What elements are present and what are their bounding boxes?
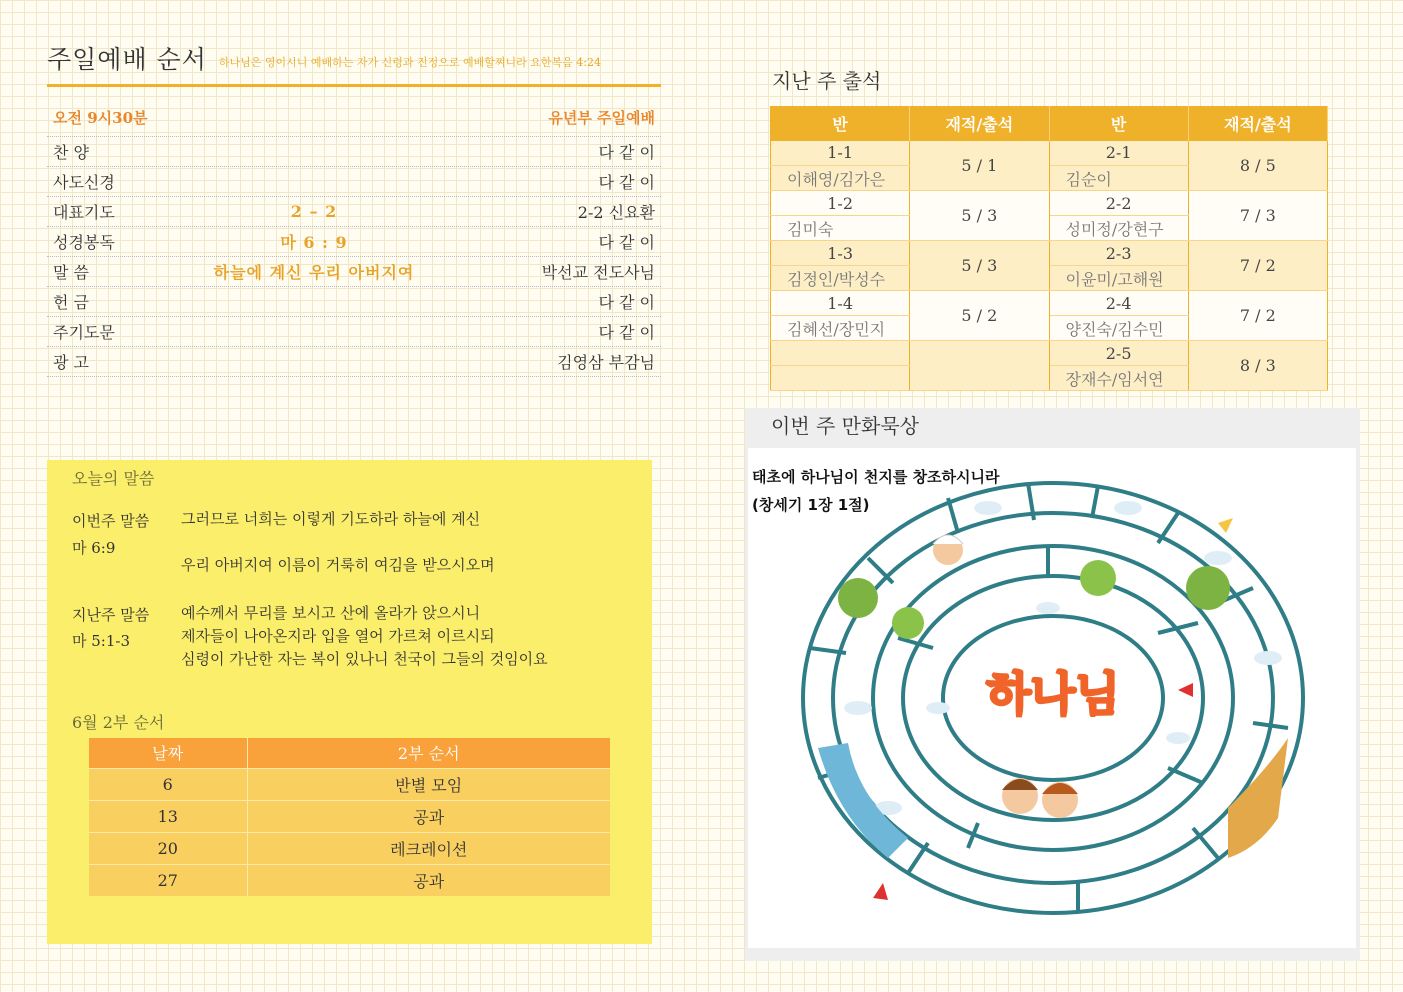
- schedule-item: 공과: [247, 864, 610, 896]
- order-item-detail: 하늘에 계신 우리 아버지여: [213, 263, 415, 282]
- teacher-names: 양진숙/김수민: [1049, 316, 1188, 341]
- order-header: [47, 40, 661, 87]
- teacher-names: 김혜선/장민지: [771, 316, 910, 341]
- order-item-leader: 다 같 이: [598, 293, 655, 312]
- order-row: [47, 317, 661, 347]
- arrow-left-icon: [1178, 683, 1193, 697]
- attendance-count: 8 / 3: [1188, 341, 1327, 391]
- order-of-service: [47, 40, 661, 377]
- service-group: 유년부 주일예배: [548, 109, 655, 127]
- order-item-leader: 박선교 전도사님: [541, 263, 655, 282]
- this-week-ref: 마 6:9: [72, 539, 116, 557]
- order-item-detail: 2 – 2: [290, 202, 338, 221]
- order-row: [47, 257, 661, 287]
- attendance-title: 지난 주 출석: [772, 69, 882, 93]
- schedule-row: [89, 768, 610, 800]
- class-name: 1-3: [771, 241, 910, 266]
- class-name: 1-2: [771, 191, 910, 216]
- attendance-count: 8 / 5: [1188, 141, 1327, 191]
- attendance-count: [910, 341, 1049, 391]
- attendance-count: 5 / 2: [910, 291, 1049, 341]
- order-item-label: 광 고: [53, 353, 89, 372]
- attendance-row: [771, 241, 1328, 266]
- cartoon-caption-2: (창세기 1장 1절): [752, 496, 870, 514]
- attendance-count: 5 / 3: [910, 241, 1049, 291]
- order-row: [47, 137, 661, 167]
- schedule-table: [89, 738, 610, 896]
- schedule-date: 20: [89, 832, 247, 864]
- order-row: [47, 167, 661, 197]
- service-time: 오전 9시30분: [53, 109, 148, 127]
- class-name: 2-5: [1049, 341, 1188, 366]
- order-item-label: 사도신경: [53, 173, 115, 192]
- order-item-leader: 다 같 이: [598, 233, 655, 252]
- teacher-names: 성미정/강현구: [1049, 216, 1188, 241]
- attendance-count: 7 / 3: [1188, 191, 1327, 241]
- order-row: [47, 347, 661, 377]
- last-week-ref: 마 5:1-3: [72, 632, 131, 650]
- order-rows: [47, 137, 661, 377]
- att-header-count-2: 재적/출석: [1188, 107, 1327, 141]
- order-item-label: 대표기도: [53, 203, 115, 222]
- maze-center-text: 하나님: [986, 667, 1120, 721]
- order-item-leader: 다 같 이: [598, 323, 655, 342]
- order-item-label: 헌 금: [53, 293, 89, 312]
- last-week-label: 지난주 말씀: [72, 606, 150, 624]
- schedule-header-item: 2부 순서: [247, 738, 610, 768]
- attendance-count: 5 / 1: [910, 141, 1049, 191]
- order-title: 주일예배 순서: [47, 45, 207, 74]
- schedule-item: 공과: [247, 800, 610, 832]
- attendance-row: [771, 141, 1328, 166]
- arrow-up-icon: [873, 883, 888, 900]
- schedule-row: [89, 800, 610, 832]
- order-row: [47, 287, 661, 317]
- attendance-count: 7 / 2: [1188, 241, 1327, 291]
- order-item-leader: 다 같 이: [598, 143, 655, 162]
- schedule-header-date: 날짜: [89, 738, 247, 768]
- teacher-names: 이윤미/고해원: [1049, 266, 1188, 291]
- cartoon-section: [745, 408, 1360, 961]
- cartoon-image-box: [748, 448, 1356, 948]
- class-name: 2-4: [1049, 291, 1188, 316]
- att-header-count-1: 재적/출석: [910, 107, 1049, 141]
- teacher-names: [771, 366, 910, 391]
- class-name: [771, 341, 910, 366]
- order-item-leader: 김영삼 부감님: [557, 353, 655, 372]
- teacher-names: 김순이: [1049, 166, 1188, 191]
- schedule-item: 반별 모임: [247, 768, 610, 800]
- teacher-names: 김정인/박성수: [771, 266, 910, 291]
- order-item-label: 찬 양: [53, 143, 89, 162]
- attendance-section: [770, 65, 1328, 391]
- attendance-row: [771, 341, 1328, 366]
- att-header-class-2: 반: [1049, 107, 1188, 141]
- cartoon-caption-1: 태초에 하나님이 천지를 창조하시니라: [752, 468, 1000, 486]
- maze-illustration: [798, 478, 1308, 918]
- class-name: 1-4: [771, 291, 910, 316]
- order-item-detail: 마 6 : 9: [280, 233, 348, 252]
- order-item-leader: 다 같 이: [598, 173, 655, 192]
- schedule-date: 6: [89, 768, 247, 800]
- attendance-table: [770, 106, 1328, 391]
- order-verse: 하나님은 영이시니 예배하는 자가 신령과 진정으로 예배할찌니라 요한복음 4:24: [218, 56, 601, 69]
- last-week-line-3: 심령이 가난한 자는 복이 있나니 천국이 그들의 것임이요: [181, 650, 548, 668]
- order-item-label: 말 씀: [53, 263, 89, 282]
- schedule-row: [89, 864, 610, 896]
- order-subheader: [47, 87, 661, 137]
- word-panel: [47, 460, 652, 944]
- teacher-names: 이해영/김가은: [771, 166, 910, 191]
- attendance-count: 5 / 3: [910, 191, 1049, 241]
- schedule-row: [89, 832, 610, 864]
- class-name: 2-3: [1049, 241, 1188, 266]
- class-name: 2-1: [1049, 141, 1188, 166]
- cartoon-title: 이번 주 만화묵상: [771, 414, 919, 438]
- bird-icon: [1218, 518, 1233, 533]
- attendance-count: 7 / 2: [1188, 291, 1327, 341]
- teacher-names: 장재수/임서연: [1049, 366, 1188, 391]
- last-week-line-2: 제자들이 나아온지라 입을 열어 가르쳐 이르시되: [181, 627, 495, 645]
- class-name: 1-1: [771, 141, 910, 166]
- order-row: [47, 197, 661, 227]
- this-week-line-1: 그러므로 너희는 이렇게 기도하라 하늘에 계신: [181, 510, 481, 528]
- teacher-names: 김미숙: [771, 216, 910, 241]
- schedule-date: 13: [89, 800, 247, 832]
- last-week-line-1: 예수께서 무리를 보시고 산에 올라가 앉으시니: [181, 604, 481, 622]
- this-week-label: 이번주 말씀: [72, 512, 150, 530]
- class-name: 2-2: [1049, 191, 1188, 216]
- attendance-row: [771, 291, 1328, 316]
- schedule-date: 27: [89, 864, 247, 896]
- attendance-row: [771, 191, 1328, 216]
- schedule-item: 레크레이션: [247, 832, 610, 864]
- order-item-label: 주기도문: [53, 323, 115, 342]
- schedule-title: 6월 2부 순서: [72, 713, 165, 732]
- word-title: 오늘의 말씀: [72, 469, 155, 488]
- att-header-class-1: 반: [771, 107, 910, 141]
- order-row: [47, 227, 661, 257]
- order-item-label: 성경봉독: [53, 233, 115, 252]
- this-week-line-2: 우리 아버지여 이름이 거룩히 여김을 받으시오며: [181, 556, 495, 574]
- order-item-leader: 2-2 신요환: [577, 203, 655, 222]
